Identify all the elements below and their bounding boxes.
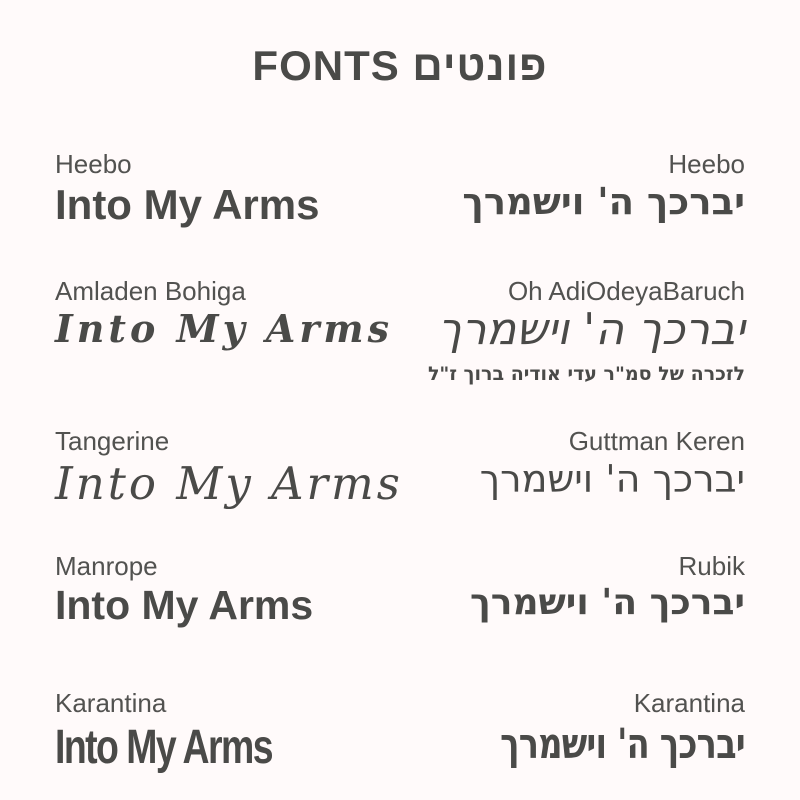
- font-sample-text: Into My Arms: [55, 582, 314, 629]
- font-sample-he: [470, 550, 745, 624]
- font-sample-he: [462, 148, 745, 223]
- font-name-label: Oh AdiOdeyaBaruch: [507, 275, 745, 306]
- font-row-tangerine-guttman: [55, 425, 745, 509]
- font-name-label: Heebo: [55, 149, 132, 179]
- font-row-karantina: [55, 687, 745, 775]
- page-title: FONTS פונטים: [252, 42, 548, 89]
- font-name-label: Tangerine: [55, 426, 170, 457]
- font-name-label: Guttman Keren: [568, 426, 745, 457]
- font-row-amladen-adiodeya: [55, 275, 745, 386]
- font-sample-en: [55, 687, 333, 775]
- font-sample-text: יברכך ה' וישמרך: [479, 456, 745, 501]
- font-row-manrope-rubik: [55, 550, 745, 630]
- font-sample-he: [428, 275, 745, 386]
- font-row-heebo: [55, 148, 745, 229]
- font-sample-text: יברכך ה' וישמרך: [500, 718, 745, 768]
- font-name-label: Heebo: [668, 149, 745, 179]
- memorial-caption: לזכרה של סמ"ר עדי אודיה ברוך ז"ל: [427, 363, 745, 386]
- font-sample-text: Into My Arms: [55, 720, 273, 774]
- font-sample-text: יברכך ה' וישמרך: [462, 179, 745, 223]
- font-sample-en: [55, 148, 319, 229]
- font-name-label: Amladen Bohiga: [55, 275, 246, 306]
- font-sample-he: [439, 687, 745, 768]
- font-name-label: Rubik: [678, 550, 745, 581]
- font-sample-en: [55, 550, 313, 630]
- font-sample-en: [55, 425, 403, 509]
- font-name-label: Karantina: [55, 688, 167, 719]
- font-sample-text: יברכך ה' וישמרך: [437, 304, 745, 356]
- font-sample-text: Into My Arms: [55, 306, 394, 352]
- font-sample-he: [480, 425, 745, 501]
- font-name-label: Manrope: [55, 550, 158, 581]
- font-sample-text: Into My Arms: [55, 180, 320, 228]
- font-name-label: Karantina: [633, 688, 745, 719]
- font-sample-en: [55, 275, 393, 351]
- font-sample-text: יברכך ה' וישמרך: [469, 582, 745, 624]
- font-sample-text: Into My Arms: [55, 456, 403, 510]
